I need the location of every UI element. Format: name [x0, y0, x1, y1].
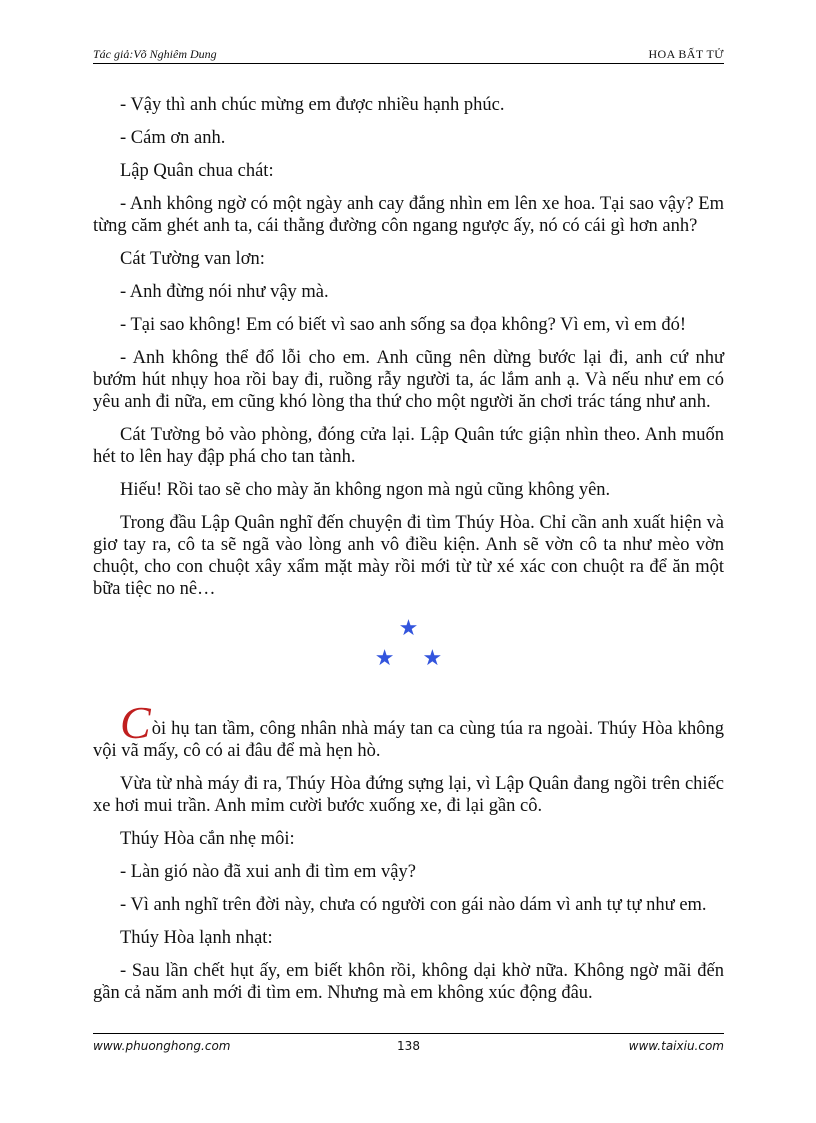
- drop-cap: C: [120, 697, 151, 748]
- header-author: Tác giả:Võ Nghiêm Dung: [93, 47, 217, 61]
- page-footer: [93, 1033, 724, 1058]
- page-body: [93, 94, 724, 1004]
- page-header: [93, 45, 724, 64]
- paragraph: Trong đầu Lập Quân nghĩ đến chuyện đi tìm Thúy Hòa. Chỉ cần anh xuất hiện và giơ tay ra, cô ta sẽ ngã vào lòng anh vô điều kiện. Anh sẽ vờn cô ta như mèo vờn chuột, cho con chuột xây xẩm mặt mày rồi mới từ từ xé xác con chuột ra để ăn một bữa tiệc no nê…: [93, 513, 724, 599]
- paragraph: - Vậy thì anh chúc mừng em được nhiều hạnh phúc.: [120, 95, 505, 115]
- paragraph: - Tại sao không! Em có biết vì sao anh sống sa đọa không? Vì em, vì em đó!: [120, 315, 687, 335]
- paragraph-text: òi hụ tan tầm, công nhân nhà máy tan ca cùng túa ra ngoài. Thúy Hòa không vội vã mấy, cô có ai đâu để mà hẹn hò.: [93, 719, 724, 761]
- star-icon: ★: [422, 646, 443, 671]
- paragraph: Lập Quân chua chát:: [120, 161, 274, 181]
- paragraph: Thúy Hòa lạnh nhạt:: [120, 928, 273, 948]
- paragraph-dropcap: [93, 697, 724, 762]
- paragraph: - Cám ơn anh.: [120, 128, 226, 148]
- paragraph: Cát Tường van lơn:: [120, 249, 265, 269]
- paragraph: - Anh không thể đổ lỗi cho em. Anh cũng nên dừng bước lại đi, anh cứ như bướm hút nhụy hoa rồi bay đi, ruồng rẫy người ta, ác lắm anh ạ. Và nếu như em có yêu anh đi nữa, em cũng khó lòng tha thứ cho một người ăn chơi trác táng như anh.: [93, 348, 724, 412]
- paragraph: Vừa từ nhà máy đi ra, Thúy Hòa đứng sựng lại, vì Lập Quân đang ngồi trên chiếc xe hơi mui trần. Anh mỉm cười bước xuống xe, đi lại gần cô.: [93, 774, 724, 816]
- paragraph: Cát Tường bỏ vào phòng, đóng cửa lại. Lập Quân tức giận nhìn theo. Anh muốn hét to lên hay đập phá cho tan tành.: [93, 425, 724, 467]
- paragraph: - Làn gió nào đã xui anh đi tìm em vậy?: [120, 862, 416, 882]
- paragraph: - Anh không ngờ có một ngày anh cay đắng nhìn em lên xe hoa. Tại sao vậy? Em từng căm ghét anh ta, cái thằng đường côn ngang ngược ấy, nó có cái gì hơn anh?: [93, 194, 724, 236]
- footer-right-url: www.taixiu.com: [628, 1039, 724, 1053]
- paragraph: Hiếu! Rồi tao sẽ cho mày ăn không ngon mà ngủ cũng không yên.: [120, 480, 611, 500]
- page-number: 138: [397, 1039, 420, 1053]
- paragraph: - Anh đừng nói như vậy mà.: [120, 282, 329, 302]
- paragraph: - Vì anh nghĩ trên đời này, chưa có người con gái nào dám vì anh tự tự như em.: [120, 895, 707, 915]
- paragraph: - Sau lần chết hụt ấy, em biết khôn rồi, không dại khờ nữa. Không ngờ mãi đến gần cả năm anh mới đi tìm em. Nhưng mà em không xúc động đâu.: [93, 961, 724, 1003]
- star-icon: ★: [398, 616, 419, 641]
- star-icon: ★: [374, 646, 395, 671]
- footer-left-url: www.phuonghong.com: [93, 1039, 231, 1053]
- header-book-title: HOA BẤT TỬ: [648, 47, 724, 61]
- section-separator: [93, 614, 724, 674]
- paragraph: Thúy Hòa cắn nhẹ môi:: [120, 829, 295, 849]
